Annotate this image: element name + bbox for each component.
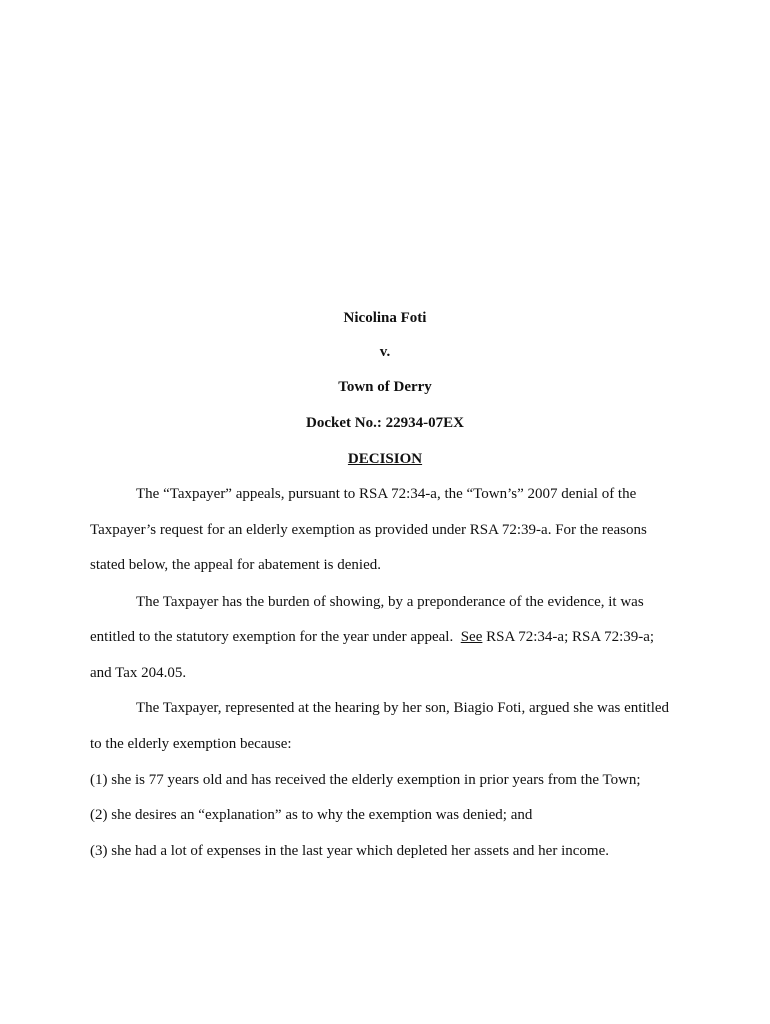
paragraph-2-line-2 [90,628,654,646]
paragraph-1-line-3: stated below, the appeal for abatement is denied. [90,557,381,573]
paragraph-3-line-2: to the elderly exemption because: [90,736,292,752]
list-item: (3) she had a lot of expenses in the last year which depleted her assets and her income. [90,843,609,859]
decision-heading: DECISION [347,451,423,467]
versus-text: v. [379,344,391,360]
paragraph-2-line-1: The Taxpayer has the burden of showing, by a preponderance of the evidence, it was [136,594,644,610]
paragraph-1-line-1: The “Taxpayer” appeals, pursuant to RSA 72:34-a, the “Town’s” 2007 denial of the [136,486,637,502]
respondent-name: Town of Derry [338,379,432,395]
paragraph-3-line-1: The Taxpayer, represented at the hearing by her son, Biagio Foti, argued she was entitled [136,700,670,716]
paragraph-2-line-2-text: entitled to the statutory exemption for the year under appeal. [90,629,461,645]
paragraph-1-line-2: Taxpayer’s request for an elderly exemption as provided under RSA 72:39-a. For the reasons [90,522,647,538]
docket-number: Docket No.: 22934-07EX [306,415,464,431]
list-item: (2) she desires an “explanation” as to why the exemption was denied; and [90,807,533,823]
paragraph-2-line-2-citations: RSA 72:34-a; RSA 72:39-a; [482,629,655,645]
petitioner-name: Nicolina Foti [343,310,427,326]
paragraph-2-line-3: and Tax 204.05. [90,665,187,681]
see-citation-signal: See [460,629,483,645]
list-item: (1) she is 77 years old and has received the elderly exemption in prior years from the Town; [90,772,641,788]
